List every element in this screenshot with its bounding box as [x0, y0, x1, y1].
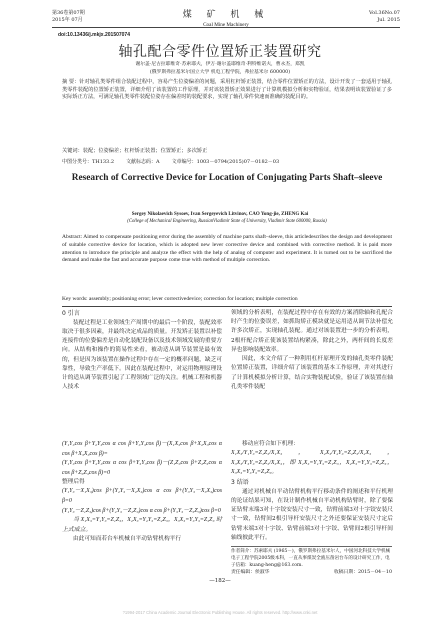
title-zh: 轴孔配合零件位置矫正装置研究: [118, 44, 322, 60]
page-number: —182—: [209, 578, 231, 584]
affiliation-zh: (俄罗斯弗拉基米尔国立大学 机电工程学院，弗拉基米尔 600000): [149, 70, 291, 75]
left-column-lower: [62, 440, 222, 545]
right-column-lower: [231, 440, 393, 543]
journal-zh: 煤 矿 机 械: [182, 10, 270, 20]
journal-en: Coal Mine Machinery: [203, 22, 249, 29]
section-heading-conclusion: 3 结语: [231, 478, 249, 486]
section-divider: [62, 306, 392, 307]
authors-en: Sergey Nikolaevich Sysoev, Ivan Sergeyevich Litvinov, CAO Yong-jie, ZHENG Kai: [131, 212, 309, 217]
clc-code: 中图分类号：TH133.2: [62, 159, 115, 165]
right-paragraph-2: 因此，本文介绍了一种利用杠杆原理开发的轴孔类零件装配位置矫正装置，详细介绍了该装置的基本工作原理，并对其进行了计算机模拟分析计算，结合实物装配试验，验证了该装置在轴孔类零件装配: [231, 356, 393, 390]
conclusion-paragraph: 通过对机械自平动钻臂机构平行移动条件的阐述和平行机理的论证结果可知，在设计制作机械自平动机构钻臂时，除了要保证钻臂末端3对十字铰安装尺寸一致，钻臂前端3对十字铰安装尺寸一致，钻臂间2根引导杆安装尺寸之外还要保证安装尺寸定后钻臂末端3对十字铰、钻臂前端3对十字铰、钻臂间2根引导杆间轴线彼此平行。: [231, 488, 393, 541]
doi: doi:10.13436/j.mkjx.201507074: [58, 32, 130, 38]
header-center: [52, 9, 400, 30]
right-paragraph-1: 领域的分析表明，在装配过程中存在有效的方案消除轴和孔配合时产生的位姿误差，如抓钩矫正模块就是运用适从调节法补偿允许多次矫正，实现轴孔装配。通过对该装置进一步的分析表明，2根杆配合矫正使该装置结构紧凑，除此之外，两杆间的长度差异也影响装配效率。: [231, 310, 393, 353]
received-date: 收稿日期：2015－04－10: [334, 570, 392, 575]
vol-en: Vol.36No.07: [369, 10, 400, 16]
date-en: Jul. 2015: [377, 17, 400, 23]
intro-paragraph: 装配过程是工业领域生产周期中的最后一个阶段，装配效率取决于很多因素，并最终决定成品的质量。开发矫正装置以补偿连接件的位姿偏差是自动化装配设备以及技术领域发展的重要方向。从结构和操作的简易性来看，被动适从调节装置是最有效的，但是因为该装置在操作过程中存在一定的概率问题，缺乏可靠性，导致生产率低下。因此在装配过程中，对运用物理原理设计的适从调节装置引起了工程领域广泛的关注。机械工程和机器人技术: [62, 319, 222, 391]
doc-code: 文献标志码：A: [126, 159, 160, 165]
responsible-editor: 责任编辑：侯淑华: [231, 570, 270, 575]
issue-zh: 第36卷第07期: [52, 10, 85, 16]
right-paragraph-3: 移动应符合如下机理：: [242, 441, 299, 447]
abstract-en: Abstract: Aimed to compensate positioning error during the assembly of machine parts shaft–sleeve, this articledescribes the design and development of suitable corrective device for location, which is adopted new lever corrective device and combined with corrective method. It is paid more attention to introduce the principle and analyze the effect with the help of analog of computer and experiment. It is turned out to be sacrificed the demand and make the fast and accurate purpose come true with method of multiple correction.: [62, 234, 392, 264]
equation-1: (Y₁Y₃cos β+Y₂Y₃cos α cos β+Y₃Y₃cos β)－(X₁X₃cos β+X₂X₃cos α cos β+X₃X₃cos β)=: [62, 441, 222, 457]
authors-zh: 谢尔盖·尼古拉耶维奇·苏索耶夫，伊万·谢尔盖耶维奇·利特维诺夫，曹永杰，郑凯: [135, 62, 305, 67]
section-heading-intro: 0 引言: [62, 310, 80, 317]
title-en: Research of Corrective Device for Location of Conjugating Parts Shaft–sleeve: [71, 173, 383, 183]
header-right: [369, 10, 400, 24]
running-header: [52, 8, 400, 28]
equation-2: (Y₁Y₃cos β+Y₂Y₃cos α cos β+Y₃Y₃cos β)－(Z₁Z₃cos β+Z₂Z₃cos α cos β+Z₃Z₃cos β)=0: [62, 460, 222, 476]
affiliation-en: (College of Mechanical Engineering, RussianVladimir State of University, Vladimir State 600000, Russia): [127, 219, 327, 224]
publisher-watermark: ?1994-2017 China Academic Journal Electronic Publishing House. All rights reserved. http://www.cnki.net: [122, 610, 318, 615]
equation-right: X₁X₃/Y₁Y₃=Z₁Z₃/X₁X₃，X₂X₃/Y₂Y₃=Z₂Z₃/X₂X₃，X₃X₃/Y₃Y₃=Z₃Z₃/X₃X₃，即 X₁X₃=Y₁Y₃=Z₁Z₃，X₂X₃=Y₂Y₃=Z₂Z₃，X₃X₃=Y₃Y₃=Z₃Z₃。: [231, 450, 393, 476]
classification: [62, 159, 392, 166]
editorial-info: [231, 570, 392, 577]
simplify-label: 整理后得: [62, 479, 85, 486]
left-closing-paragraph: 由此可知而若台车机械自平动钻臂机构平行: [73, 536, 182, 543]
date-zh: 2015年 07月: [52, 17, 83, 23]
keywords-en: Key words: assembly; positioning error; lever correctivedevice; correction for location; multiple correction: [62, 296, 298, 302]
equation-5: 当 X₁X₃=Y₁Y₃=Z₁Z₃，X₂X₃=Y₂Y₃=Z₂Z₃，X₃X₃=Y₃Y₃=Z₃Z₃ 时上式成立。: [62, 517, 222, 533]
article-no: 文章编号：1003－0794(2015)07－0182－03: [171, 159, 280, 165]
equation-4: (Y₁Y₃－Z₁Z₃)cos β+(Y₂Y₃－Z₂Z₃)cos α cos β+(Y₃Y₃－Z₃Z₃)cos β=0: [62, 507, 221, 514]
keywords-zh: 关键词：装配；位姿偏差；杠杆矫正装置；位置矫正；多次矫正: [62, 148, 208, 154]
author-footnote: 作者简介：苏索耶夫 (1965－)，俄罗斯弗拉基米尔人，中国河北科技大学机械电子工程学院2005级本科，一直从事煤炭全液压凿岩台车的设计研究工作，电子信箱：kuang-heng@163.com.: [231, 546, 392, 569]
equation-3: (Y₁Y₃－X₁X₃)cos β+(Y₂Y₃－X₂X₃)cos α cos β+(Y₃Y₃－X₃X₃)cos β=0: [62, 488, 222, 505]
left-column: [62, 309, 222, 393]
right-column: [231, 309, 393, 392]
abstract-zh: 摘 要：针对轴孔类零件组合装配过程中，容易产生位姿偏差的问题，采用杠杆矫正装置，结合零件位置矫正的方法，设计开发了一套适用于轴孔类零件装配的位置矫正装置，详细介绍了该装置的工作原理，并对该装置矫正效果进行了计算机模拟分析和实物验证，结果表明该装置验证了多实际矫正方法，可满足轴孔类零件装配位姿存在偏差时的装配要求，实现了轴孔零件快速而准确的装配目的。: [62, 79, 392, 101]
